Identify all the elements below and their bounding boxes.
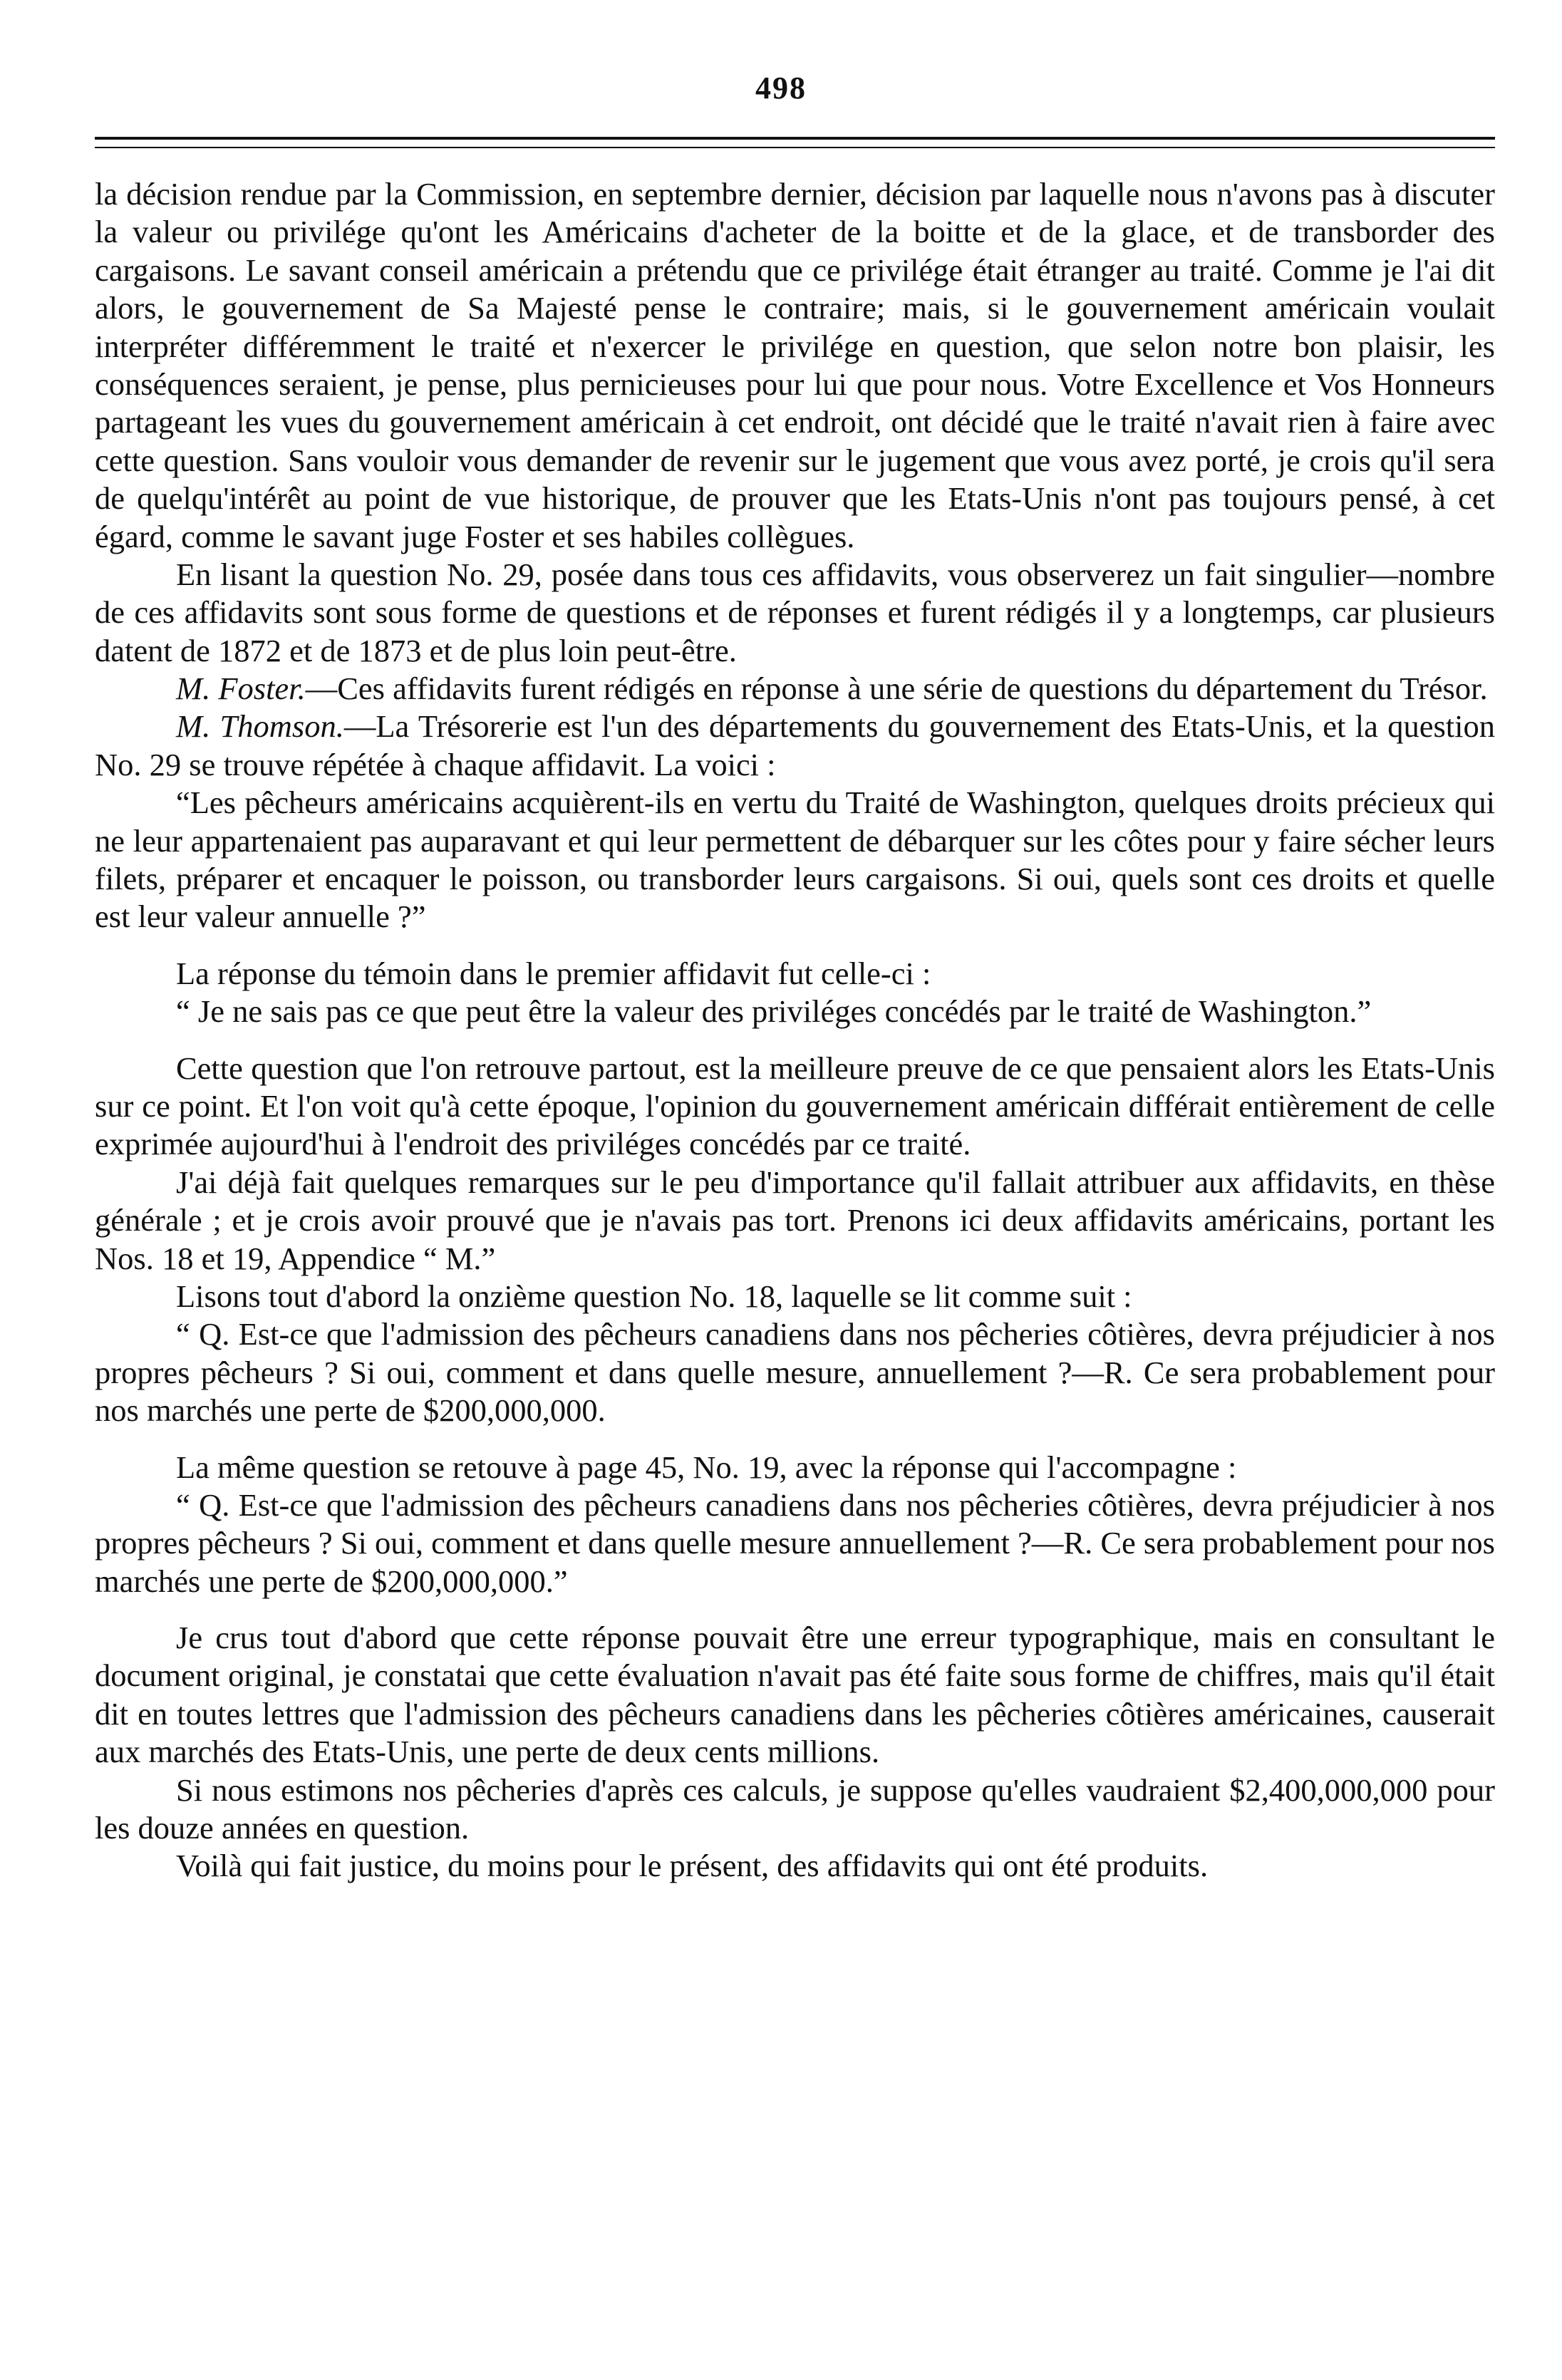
paragraph: Voilà qui fait justice, du moins pour le présent, des affidavits qui ont été produits. [176,1848,1209,1884]
paragraph: J'ai déjà fait quelques remarques sur le peu d'importance qu'il fallait attribuer aux affidavits, en thèse générale ; et je crois avoir prouvé que je n'avais pas tort. Prenons ici deux affidavits américains, portant les Nos. 18 et 19, Appendice “ M.” [95,1164,1495,1276]
paragraph [95,708,1495,784]
quotation: “ Je ne sais pas ce que peut être la valeur des priviléges concédés par le traité de Washington.” [176,993,1372,1030]
quotation: “Les pêcheurs américains acquièrent-ils en vertu du Traité de Washington, quelques droits précieux qui ne leur appartenaient pas auparavant et qui leur permettent de débarquer sur les côtes pour y faire sécher leurs filets, préparer et encaquer le poisson, ou transborder leurs cargaisons. Si oui, quels sont ces droits et quelle est leur valeur annuelle ?” [95,785,1495,935]
quotation: “ Q. Est-ce que l'admission des pêcheurs canadiens dans nos pêcheries côtières, devra préjudicier à nos propres pêcheurs ? Si oui, comment et dans quelle mesure, annuellement ?—R. Ce sera probablement pour nos marchés une perte de $200,000,000. [95,1316,1495,1429]
paragraph: la décision rendue par la Commission, en septembre dernier, décision par laquelle nous n'avons pas à discuter la valeur ou privilége qu'ont les Américains d'acheter de la boitte et de la glace, et de transborder des cargaisons. Le savant conseil américain a prétendu que ce privilége était étranger au traité. Comme je l'ai dit alors, le gouvernement de Sa Majesté pense le contraire; mais, si le gouvernement américain voulait interpréter différemment le traité et n'exercer le privilége en question, que selon notre bon plaisir, les conséquences seraient, je pense, plus pernicieuses pour lui que pour nous. Votre Excellence et Vos Honneurs partageant les vues du gouvernement américain à cet endroit, ont décidé que le traité n'avait rien à faire avec cette question. Sans vouloir vous demander de revenir sur le jugement que vous avez porté, je crois qu'il sera de quelqu'intérêt au point de vue historique, de prouver que les Etats-Unis n'ont pas toujours pensé, à cet égard, comme le savant juge Foster et ses habiles collègues. [95,176,1495,554]
paragraph: La même question se retouve à page 45, No. 19, avec la réponse qui l'accompagne : [176,1449,1237,1485]
header-rule-thin [95,147,1495,148]
header-rule-thick [95,137,1495,140]
paragraph: Si nous estimons nos pêcheries d'après ces calculs, je suppose qu'elles vaudraient $2,400,000,000 pour les douze années en question. [95,1771,1495,1846]
paragraph: Cette question que l'on retrouve partout, est la meilleure preuve de ce que pensaient alors les Etats-Unis sur ce point. Et l'on voit qu'à cette époque, l'opinion du gouvernement américain différait entièrement de celle exprimée aujourd'hui à l'endroit des priviléges concédés par ce traité. [95,1050,1495,1162]
paragraph [95,670,1495,708]
speaker-name: M. Thomson. [176,708,344,745]
speaker-name: M. Foster. [176,671,306,707]
paragraph: En lisant la question No. 29, posée dans tous ces affidavits, vous observerez un fait singulier—nombre de ces affidavits sont sous forme de questions et de réponses et furent rédigés il y a longtemps, car plusieurs datent de 1872 et de 1873 et de plus loin peut-être. [95,556,1495,668]
paragraph: La réponse du témoin dans le premier affidavit fut celle-ci : [176,955,931,991]
paragraph: Je crus tout d'abord que cette réponse pouvait être une erreur typographique, mais en consultant le document original, je constatai que cette évaluation n'avait pas été faite sous forme de chiffres, mais qu'il était dit en toutes lettres que l'admission des pêcheurs canadiens dans les pêcheries côtières américaines, causerait aux marchés des Etats-Unis, une perte de deux cents millions. [95,1620,1495,1770]
page-number: 498 [755,71,807,105]
quotation: “ Q. Est-ce que l'admission des pêcheurs canadiens dans nos pêcheries côtières, devra préjudicier à nos propres pêcheurs ? Si oui, comment et dans quelle mesure annuellement ?—R. Ce sera probablement pour nos marchés une perte de $200,000,000.” [95,1486,1495,1599]
text-body [95,175,1495,1885]
speech-text: —Ces affidavits furent rédigés en réponse à une série de questions du département du Trésor. [305,671,1488,707]
speech-text: —La Trésorerie est l'un des départements du gouvernement des Etats-Unis, et la question No. 29 se trouve répétée à chaque affidavit. La voici : [95,708,1495,782]
paragraph: Lisons tout d'abord la onzième question No. 18, laquelle se lit comme suit : [176,1278,1132,1314]
